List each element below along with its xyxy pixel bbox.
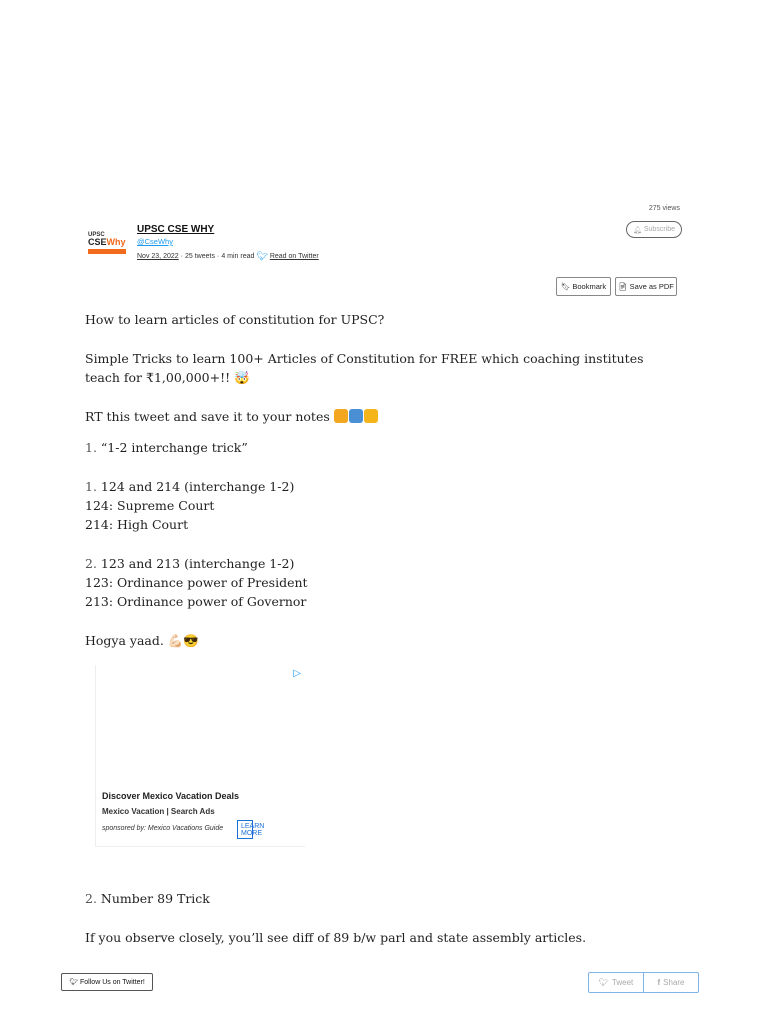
trick1-line (85, 438, 645, 457)
trick2-text: Number 89 Trick (100, 891, 210, 906)
ad-sponsor: sponsored by: Mexico Vacations Guide (102, 825, 224, 832)
document-icon: 📄︎ (618, 282, 628, 291)
item1-line1: 124: Supreme Court (85, 498, 215, 513)
read-on-twitter-link[interactable]: Read on Twitter (269, 253, 319, 260)
observe-text: If you observe closely, you’ll see diff of 89 b/w parl and state assembly articles. (85, 930, 587, 945)
facebook-icon: f (657, 978, 661, 987)
twitter-bird-icon: 🐦︎ (256, 251, 268, 261)
avatar-line2 (88, 238, 128, 247)
simple-tricks-text: Simple Tricks to learn 100+ Articles of Constitution for FREE which coaching institutes teach for ₹1,00,000+!! 🤯 (85, 351, 644, 385)
thread-meta (137, 251, 319, 262)
avatar-why: Why (106, 237, 126, 247)
view-count: 275 views (648, 205, 680, 212)
tweet-count: 25 tweets (185, 253, 215, 260)
follow-on-twitter-button[interactable] (61, 973, 153, 991)
share-button[interactable] (644, 973, 698, 992)
repeat-emoji-icon (334, 409, 348, 423)
twitter-bird-icon: 🐦︎ (69, 979, 79, 986)
rt-text (85, 407, 645, 426)
ad-choices-icon[interactable]: ▷ (293, 668, 301, 679)
ad-title[interactable]: Discover Mexico Vacation Deals (102, 791, 240, 801)
trick1-text: “1-2 interchange trick” (100, 440, 248, 455)
bell-icon: 🔔︎ (632, 226, 642, 234)
avatar-bar (88, 249, 126, 254)
item2-line2: 213: Ordinance power of Governor (85, 594, 307, 609)
item2-head (85, 554, 645, 573)
avatar-line1: UPSC (88, 232, 105, 238)
ad-subtitle: Mexico Vacation | Search Ads (102, 807, 215, 816)
author-name-link[interactable]: UPSC CSE WHY (137, 224, 215, 235)
trick2-line (85, 889, 645, 908)
item1-line2: 214: High Court (85, 517, 189, 532)
hogya-text: Hogya yaad. 💪🏻😎 (85, 633, 199, 648)
ad-unit[interactable] (95, 665, 305, 847)
author-block (137, 224, 319, 262)
hearts-face-emoji-icon (364, 409, 378, 423)
thread-article (85, 310, 645, 650)
intro-text: How to learn articles of constitution for UPSC? (85, 312, 385, 327)
meta-separator: · (180, 253, 183, 260)
item1-head (85, 477, 645, 496)
share-group (588, 972, 699, 993)
item2-number: 2. (85, 556, 97, 571)
bookmark-icon: 🔖︎ (560, 282, 571, 291)
meta-separator: · (216, 253, 220, 260)
item1-number: 1. (85, 479, 97, 494)
avatar[interactable] (88, 232, 128, 264)
thread-date-link[interactable]: Nov 23, 2022 (137, 253, 179, 260)
item1-text: 124 and 214 (interchange 1-2) (100, 479, 295, 494)
item2-line1: 123: Ordinance power of President (85, 575, 308, 590)
bookmark-button[interactable] (556, 277, 611, 296)
rt-label: RT this tweet and save it to your notes (85, 409, 330, 424)
tweet-label: Tweet (611, 978, 634, 987)
save-as-pdf-button[interactable] (615, 277, 677, 296)
follow-label: Follow Us on Twitter! (80, 978, 145, 986)
thread-article-continued (85, 889, 645, 947)
author-handle-link[interactable]: @CseWhy (137, 237, 173, 246)
item2-text: 123 and 213 (interchange 1-2) (100, 556, 295, 571)
trick2-number: 2. (85, 891, 97, 906)
read-time: 4 min read (221, 253, 255, 260)
subscribe-button[interactable] (626, 221, 682, 238)
tweet-button[interactable] (589, 973, 644, 992)
share-label: Share (663, 978, 685, 987)
subscribe-label: Subscribe (643, 226, 676, 233)
save-pdf-label: Save as PDF (629, 282, 674, 291)
twitter-bird-icon: 🐦︎ (598, 978, 609, 987)
books-emoji-icon (349, 409, 363, 423)
avatar-cse: CSE (88, 237, 107, 247)
bookmark-label: Bookmark (572, 282, 607, 291)
ad-learn-more-button[interactable]: LEARN MORE (237, 820, 253, 839)
trick1-number: 1. (85, 440, 97, 455)
